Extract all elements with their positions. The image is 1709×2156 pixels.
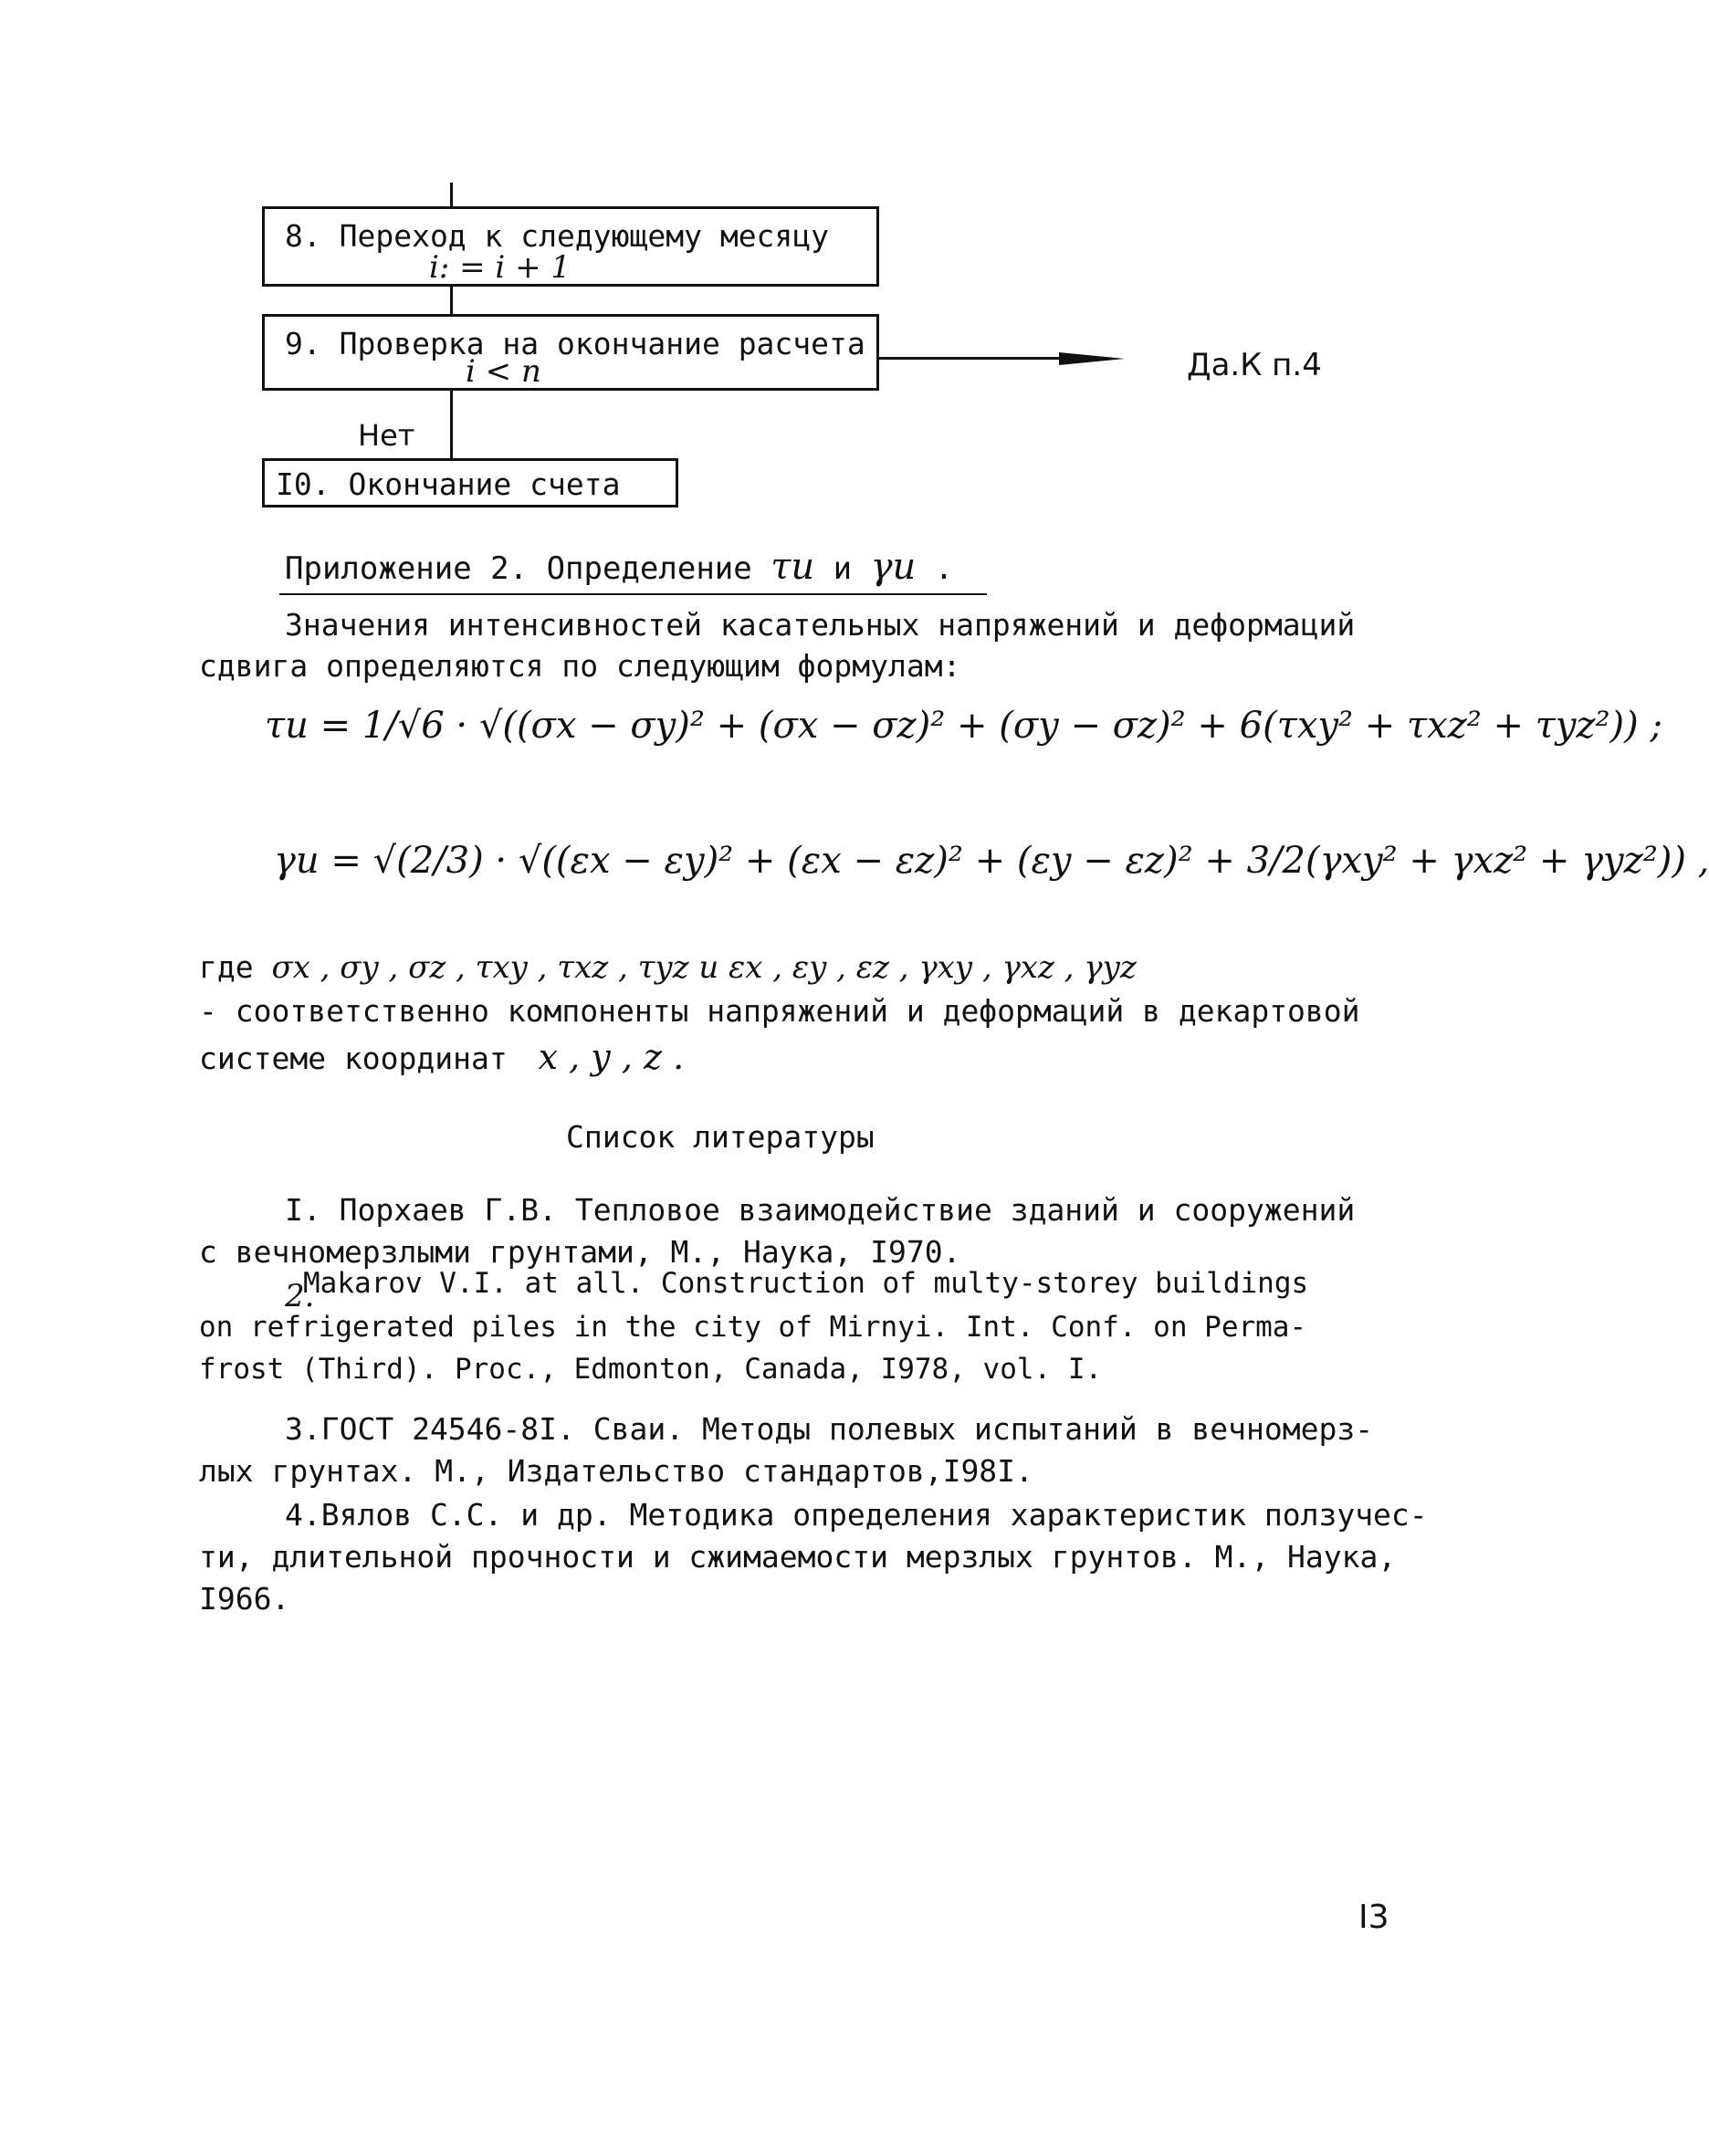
flowchart-step-9 bbox=[262, 314, 879, 391]
ref-2-line-3: frost (Third). Proc., Edmonton, Canada, I978, vol. I. bbox=[199, 1353, 1103, 1386]
ref-3-line-1: 3.ГОСТ 24546-8I. Сваи. Методы полевых испытаний в вечномерз- bbox=[285, 1411, 1374, 1447]
heading-and: и bbox=[833, 550, 853, 587]
where-prefix: где bbox=[199, 949, 254, 985]
ref-2-line-2: on refrigerated piles in the city of Mirnyi. Int. Conf. on Perma- bbox=[199, 1311, 1307, 1344]
formula-gamma: γи = √(2/3) · √((εx − εy)² + (εx − εz)² + (εy − εz)² + 3/2(γxy² + γxz² + γyz²)) , bbox=[274, 840, 1709, 882]
page-number: I3 bbox=[1358, 1899, 1389, 1936]
step-8-formula: i: = i + 1 bbox=[429, 249, 571, 286]
appendix-heading-prefix: Приложение 2. Определение bbox=[285, 550, 752, 587]
ref-1-line-1: I. Порхаев Г.В. Тепловое взаимодействие зданий и сооружений bbox=[285, 1192, 1356, 1228]
intro-line-2: сдвига определяются по следующим формулам: bbox=[199, 648, 961, 684]
ref-2-number: 2. bbox=[285, 1278, 315, 1314]
step-9-label: 9. Проверка на окончание расчета bbox=[285, 326, 865, 361]
yes-label: Да.К п.4 bbox=[1187, 347, 1322, 383]
appendix-heading bbox=[285, 546, 953, 588]
ref-1-line-2: с вечномерзлыми грунтами, М., Наука, I970. bbox=[199, 1234, 961, 1270]
step-9-formula: i < n bbox=[466, 353, 541, 390]
step-8-label: 8. Переход к следующему месяцу bbox=[285, 218, 830, 254]
yes-arrow-head bbox=[1059, 349, 1127, 369]
flowchart-step-10 bbox=[262, 458, 678, 508]
no-label: Нет bbox=[358, 418, 415, 453]
where-symbols: σx , σy , σz , τxy , τxz , τyz и εx , εy , εz , γxy , γxz , γyz bbox=[271, 949, 1137, 986]
connector-top bbox=[450, 183, 453, 208]
ref-4-line-2: ти, длительной прочности и сжимаемости мерзлых грунтов. М., Наука, bbox=[199, 1539, 1397, 1575]
ref-4-line-3: I966. bbox=[199, 1581, 290, 1617]
references-title: Список литературы bbox=[566, 1119, 875, 1155]
ref-2-line-1: Makarov V.I. at all. Construction of multy-storey buildings bbox=[303, 1267, 1309, 1300]
where-line-3-prefix: системе координат bbox=[199, 1041, 508, 1076]
step-10-label: I0. Окончание счета bbox=[276, 466, 621, 502]
where-coords: x , y , z . bbox=[538, 1037, 685, 1077]
connector-9-10 bbox=[450, 391, 453, 460]
where-line-2: - соответственно компоненты напряжений и деформаций в декартовой bbox=[199, 993, 1360, 1029]
ref-3-line-2: лых грунтах. М., Издательство стандартов,I98I. bbox=[199, 1453, 1033, 1489]
flowchart-step-8 bbox=[262, 206, 879, 287]
connector-8-9 bbox=[450, 287, 453, 316]
gamma-symbol: γи bbox=[870, 546, 917, 588]
where-line-3 bbox=[199, 1037, 684, 1077]
formula-tau: τи = 1/√6 · √((σx − σy)² + (σx − σz)² + (σy − σz)² + 6(τxy² + τxz² + τyz²)) ; bbox=[265, 705, 1662, 747]
tau-symbol: τи bbox=[771, 546, 815, 588]
heading-end: . bbox=[934, 550, 954, 587]
yes-arrow-line bbox=[879, 357, 1062, 360]
intro-line-1: Значения интенсивностей касательных напряжений и деформаций bbox=[285, 607, 1356, 643]
heading-underline bbox=[279, 593, 987, 595]
ref-4-line-1: 4.Вялов С.С. и др. Методика определения характеристик ползучес- bbox=[285, 1497, 1428, 1533]
where-line-1 bbox=[199, 949, 1137, 986]
